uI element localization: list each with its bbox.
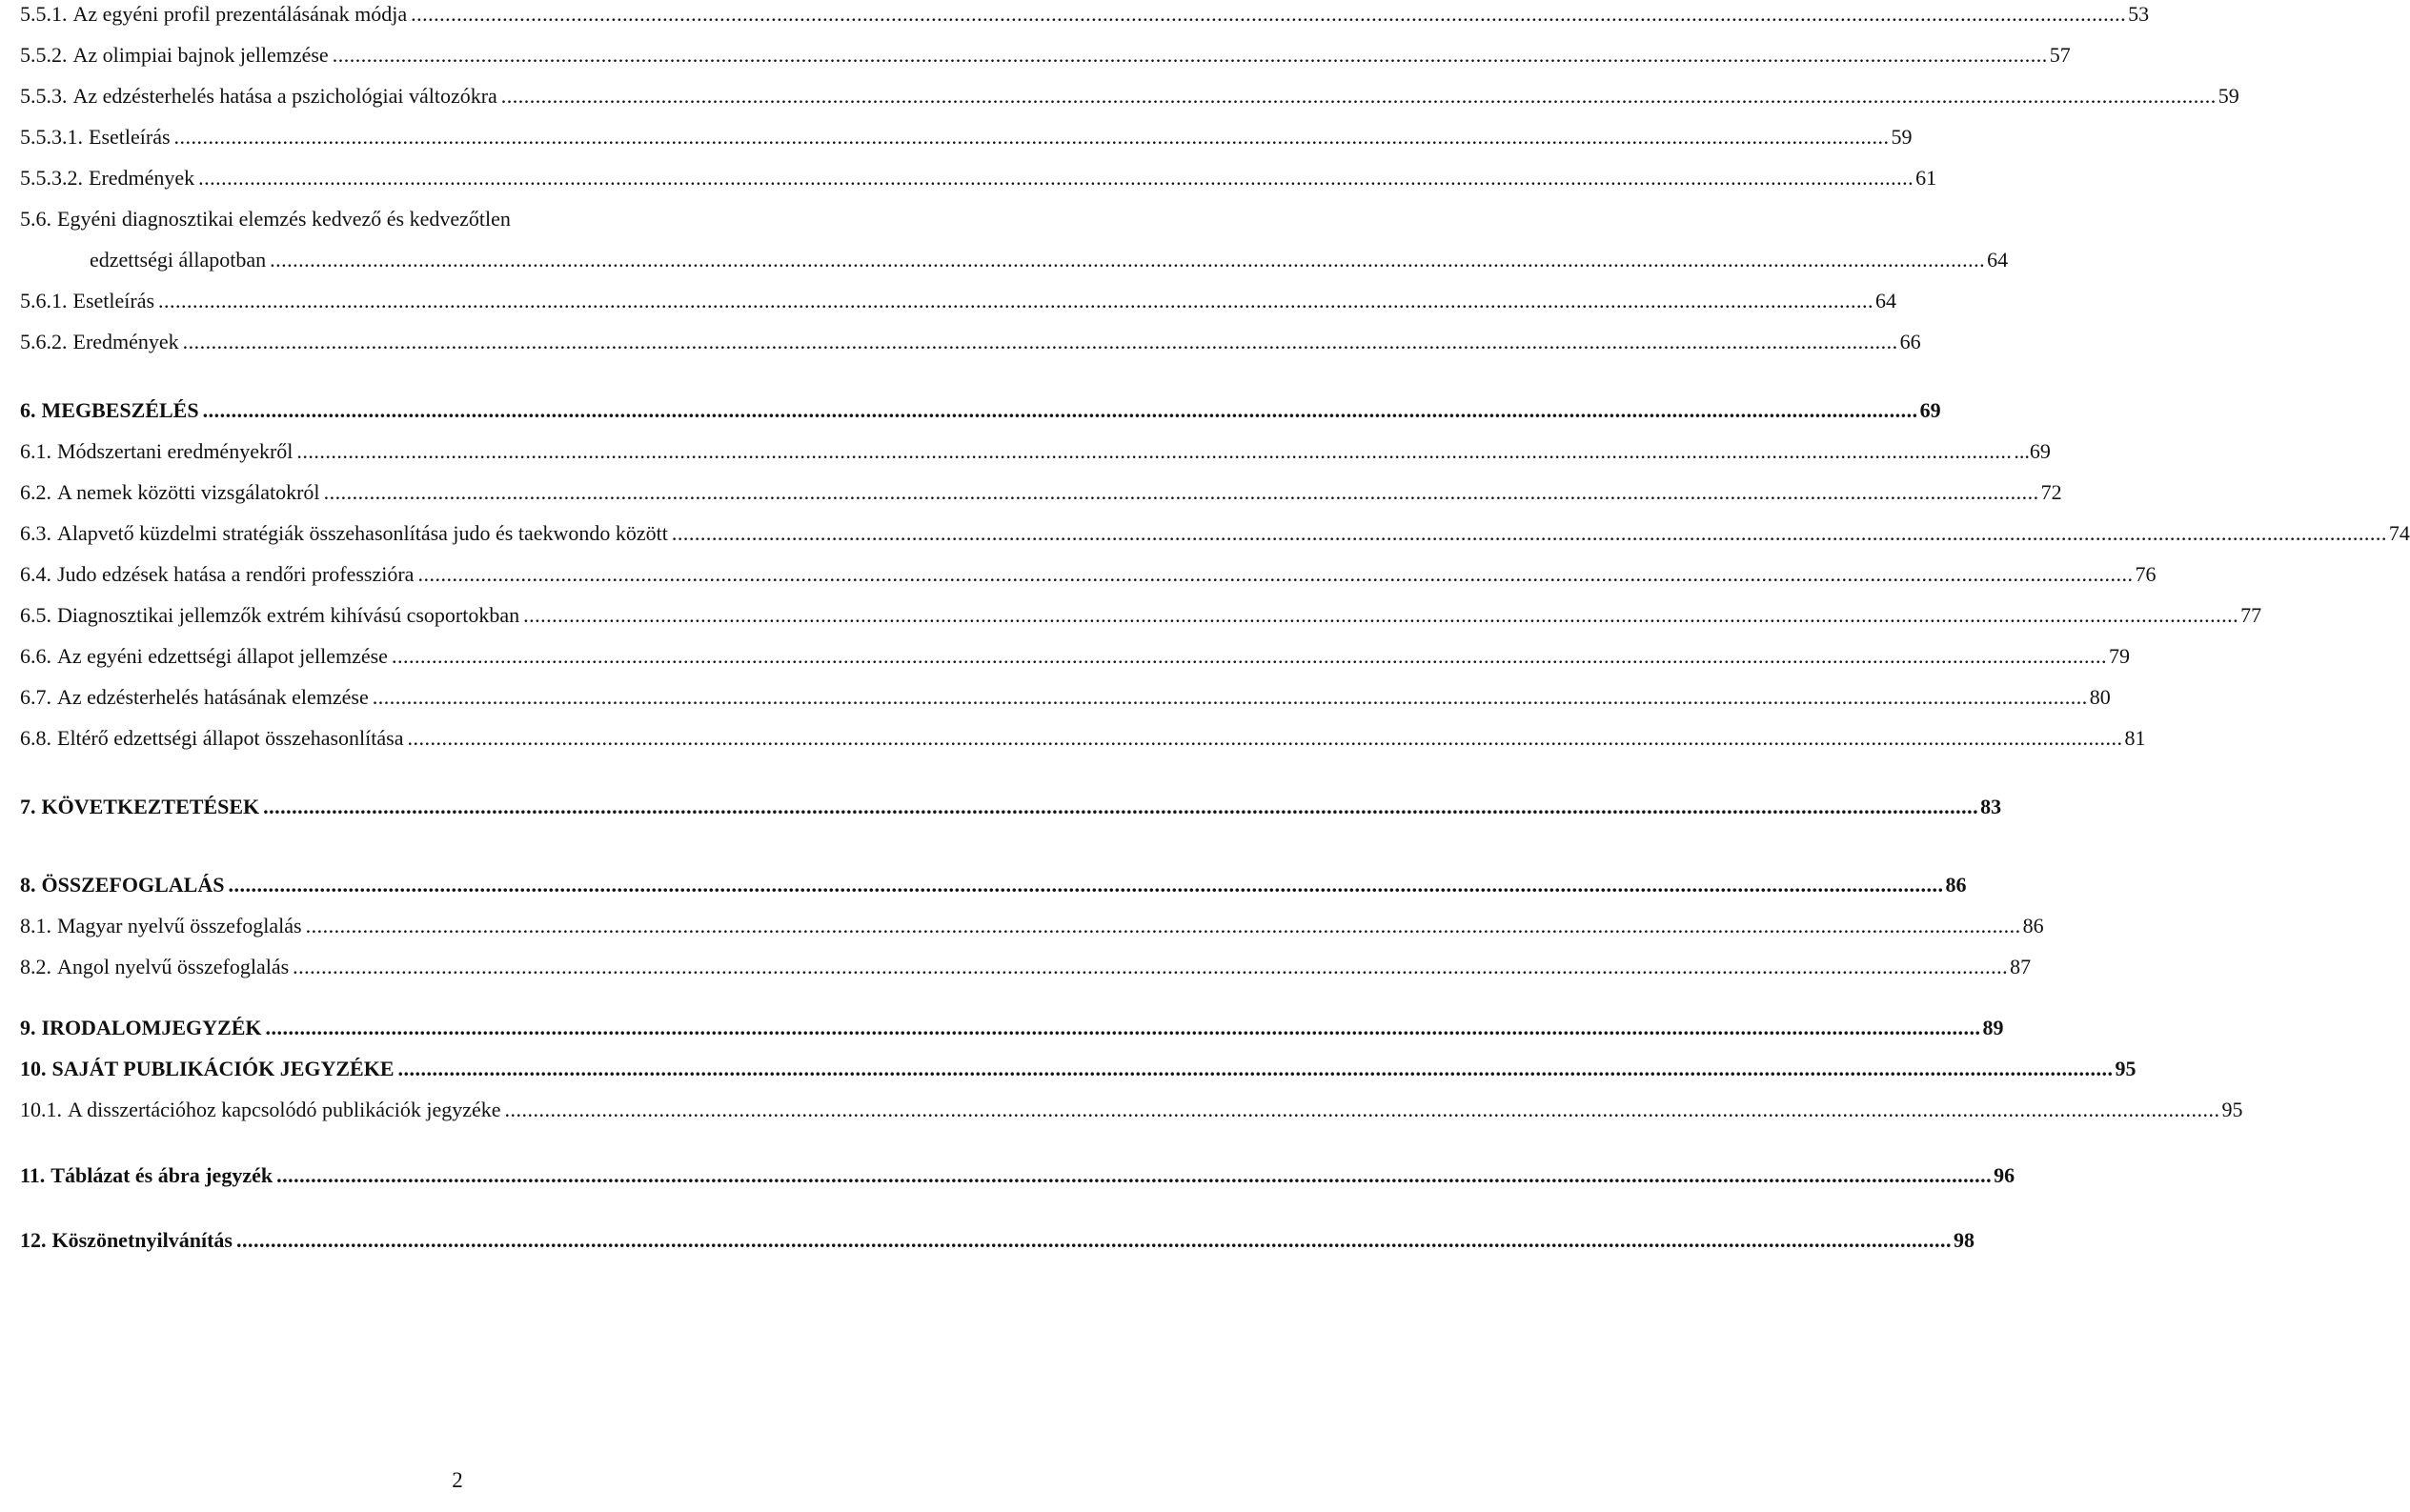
toc-entry-number: 10.1. [20, 1098, 62, 1121]
toc-dot-leader: ............................................................................................................................................................................................................................................................................................................ [417, 562, 2134, 586]
toc-dot-leader: ............................................................................................................................................................................................................................................................................................................ [397, 1057, 2114, 1080]
toc-dot-leader: ............................................................................................................................................................................................................................................................................................................ [411, 2, 2127, 26]
toc-entry-page: 81 [2124, 726, 2146, 750]
toc-entry-title: Magyar nyelvű összefoglalás [57, 914, 302, 937]
toc-entry-number: 8.2. [20, 955, 51, 978]
toc-entry-number: 9. [20, 1016, 36, 1039]
toc-entry[interactable] [20, 82, 2239, 111]
toc-entry-title: Az edzésterhelés hatása a pszichológiai változókra [72, 84, 497, 108]
toc-entry-title: Az edzésterhelés hatásának elemzése [57, 685, 369, 709]
toc-entry-title: Alapvető küzdelmi stratégiák összehasonlítása judo és taekwondo között [57, 521, 668, 545]
toc-entry-page: 87 [2010, 955, 2032, 978]
toc-entry-page: 64 [1875, 289, 1897, 312]
toc-dot-leader: ............................................................................................................................................................................................................................................................................................................ [173, 125, 1890, 149]
toc-entry-title: Esetleírás [89, 125, 171, 149]
toc-dot-leader: ............................................................................................................................................................................................................................................................................................................ [235, 1228, 1952, 1252]
toc-entry-number: 5.5.3.2. [20, 166, 83, 190]
toc-entry-title: Az egyéni profil prezentálásának módja [72, 2, 408, 26]
toc-chapter[interactable] [20, 871, 1967, 899]
toc-entry-number: 6.8. [20, 726, 51, 750]
toc-entry-title: Esetleírás [72, 289, 155, 312]
toc-entry[interactable] [20, 205, 904, 233]
toc-entry-title: Angol nyelvű összefoglalás [57, 955, 290, 978]
toc-entry-title: Egyéni diagnosztikai elemzés kedvező és kedvezőtlen [57, 207, 511, 231]
toc-dot-leader: ............................................................................................................................................................................................................................................................................................................ [270, 248, 1986, 272]
toc-entry[interactable] [20, 287, 1897, 315]
toc-entry[interactable] [20, 601, 2262, 630]
page-number: 2 [452, 1468, 463, 1492]
toc-entry-title: SAJÁT PUBLIKÁCIÓK JEGYZÉKE [51, 1057, 395, 1080]
toc-entry-title: edzettségi állapotban [90, 248, 267, 272]
toc-entry-page: 95 [2115, 1057, 2137, 1080]
toc-dot-leader: ............................................................................................................................................................................................................................................................................................................ [391, 644, 2107, 668]
toc-entry-page: 74 [2388, 521, 2410, 545]
toc-entry-number: 5.5.3. [20, 84, 68, 108]
toc-entry-title: Eltérő edzettségi állapot összehasonlítása [57, 726, 404, 750]
toc-dot-leader: ............................................................................................................................................................................................................................................................................................................ [265, 1016, 1981, 1039]
toc-entry-number: 5.5.2. [20, 43, 68, 67]
toc-entry[interactable] [20, 912, 2044, 940]
toc-entry-title: Módszertani eredményekről [57, 439, 294, 463]
toc-chapter[interactable] [20, 793, 2002, 821]
toc-entry-title: Az olimpiai bajnok jellemzése [72, 43, 329, 67]
toc-dot-leader: ............................................................................................................................................................................................................................................................................................................ [263, 795, 1979, 818]
toc-entry-number: 6.2. [20, 480, 51, 504]
toc-entry-page: 89 [1982, 1016, 2004, 1039]
toc-chapter[interactable] [20, 1161, 2015, 1190]
toc-entry-page: 79 [2108, 644, 2130, 668]
toc-entry-page: 86 [2022, 914, 2044, 937]
toc-entry[interactable] [20, 683, 2111, 712]
toc-entry-number: 12. [20, 1228, 47, 1252]
toc-entry[interactable] [20, 519, 2410, 548]
toc-dot-leader: ............................................................................................................................................................................................................................................................................................................ [293, 955, 2009, 978]
toc-entry[interactable] [20, 478, 2062, 507]
toc-entry-page: 86 [1945, 873, 1967, 897]
toc-entry-page: 72 [2040, 480, 2062, 504]
toc-entry[interactable] [20, 724, 2146, 753]
toc-entry-number: 6. [20, 398, 36, 422]
toc-entry-number: 11. [20, 1163, 46, 1187]
toc-chapter[interactable] [20, 1226, 1975, 1255]
toc-dot-leader: ............................................................................................................................................................................................................................................................................................................ [523, 603, 2239, 627]
toc-entry-title: Köszönetnyilvánítás [51, 1228, 233, 1252]
toc-entry-page: 59 [2218, 84, 2239, 108]
toc-entry-number: 6.7. [20, 685, 51, 709]
toc-entry-number: 7. [20, 795, 36, 818]
toc-entry-number: 6.4. [20, 562, 51, 586]
toc-chapter[interactable] [20, 1055, 2137, 1083]
toc-dot-leader: ............................................................................................................................................................................................................................................................................................................ [372, 685, 2088, 709]
toc-entry[interactable] [20, 328, 1921, 356]
toc-dot-leader: ............................................................................................................................................................................................................................................................................................................ [182, 330, 1898, 353]
toc-dot-leader: ............................................................................................................................................................................................................................................................................................................ [276, 1163, 1993, 1187]
toc-entry-title: KÖVETKEZTETÉSEK [41, 795, 260, 818]
toc-entry[interactable] [20, 642, 2130, 671]
toc-entry-title: Az egyéni edzettségi állapot jellemzése [57, 644, 388, 668]
toc-dot-leader: ............................................................................................................................................................................................................................................................................................................ [500, 84, 2217, 108]
toc-dot-leader: ............................................................................................................................................................................................................................................................................................................ [332, 43, 2048, 67]
toc-entry-page: 80 [2089, 685, 2111, 709]
toc-dot-leader: ............................................................................................................................................................................................................................................................................................................ [158, 289, 1874, 312]
toc-dot-leader: ............................................................................................................................................................................................................................................................................................................ [296, 439, 2013, 463]
toc-entry-number: 6.1. [20, 439, 51, 463]
toc-entry-number: 6.6. [20, 644, 51, 668]
toc-entry-title: Eredmények [89, 166, 195, 190]
toc-entry[interactable] [20, 953, 2032, 981]
toc-entry-title: A disszertációhoz kapcsolódó publikációk jegyzéke [68, 1098, 501, 1121]
toc-entry[interactable] [20, 123, 1913, 151]
toc-chapter[interactable] [20, 1014, 2004, 1042]
toc-entry-page: 59 [1891, 125, 1913, 149]
toc-entry[interactable] [20, 41, 2071, 70]
toc-entry-page: 66 [1899, 330, 1921, 353]
toc-dot-leader: ............................................................................................................................................................................................................................................................................................................ [198, 166, 1914, 190]
toc-entry[interactable] [20, 437, 2051, 466]
toc-entry-number: 6.5. [20, 603, 51, 627]
toc-dot-leader: ............................................................................................................................................................................................................................................................................................................ [202, 398, 1918, 422]
toc-entry-number: 6.3. [20, 521, 51, 545]
toc-entry[interactable] [20, 560, 2157, 589]
toc-chapter[interactable] [20, 396, 1941, 425]
toc-entry-page: 98 [1953, 1228, 1975, 1252]
toc-entry-page: 96 [1994, 1163, 2015, 1187]
toc-entry-page: 61 [1915, 166, 1937, 190]
toc-entry-title: Táblázat és ábra jegyzék [51, 1163, 273, 1187]
toc-entry-number: 5.6.1. [20, 289, 68, 312]
toc-entry-page: 53 [2128, 2, 2150, 26]
toc-entry-page: 83 [1980, 795, 2002, 818]
toc-dot-leader: ............................................................................................................................................................................................................................................................................................................ [504, 1098, 2220, 1121]
toc-entry-page: 64 [1987, 248, 2009, 272]
toc-entry-number: 8.1. [20, 914, 51, 937]
toc-entry-number: 5.6.2. [20, 330, 68, 353]
toc-entry-title: MEGBESZÉLÉS [41, 398, 199, 422]
toc-dot-leader: ............................................................................................................................................................................................................................................................................................................ [305, 914, 2021, 937]
toc-entry[interactable] [20, 164, 1937, 192]
toc-entry-page: 57 [2049, 43, 2071, 67]
toc-entry-title: Eredmények [72, 330, 179, 353]
toc-entry-title: IRODALOMJEGYZÉK [41, 1016, 262, 1039]
toc-entry-number: 5.5.1. [20, 2, 68, 26]
toc-dot-leader: ............................................................................................................................................................................................................................................................................................................ [228, 873, 1944, 897]
toc-entry-title: Diagnosztikai jellemzők extrém kihívású csoportokban [57, 603, 520, 627]
toc-entry-number: 10. [20, 1057, 47, 1080]
toc-entry-page: 95 [2221, 1098, 2243, 1121]
toc-entry-page: 77 [2240, 603, 2262, 627]
toc-entry[interactable] [20, 1096, 2243, 1124]
toc-entry-number: 5.6. [20, 207, 51, 231]
toc-entry-page: 76 [2135, 562, 2157, 586]
toc-entry-continuation[interactable] [90, 246, 2009, 274]
toc-entry-page-suffix: ...69 [2014, 439, 2051, 463]
toc-entry[interactable] [20, 0, 2150, 29]
toc-entry-title: Judo edzések hatása a rendőri professzióra [57, 562, 415, 586]
toc-entry-number: 5.5.3.1. [20, 125, 83, 149]
toc-dot-leader: ............................................................................................................................................................................................................................................................................................................ [323, 480, 2039, 504]
toc-entry-number: 8. [20, 873, 36, 897]
toc-dot-leader: ............................................................................................................................................................................................................................................................................................................ [407, 726, 2123, 750]
toc-entry-page: 69 [1919, 398, 1941, 422]
toc-entry-title: A nemek közötti vizsgálatokról [57, 480, 320, 504]
toc-dot-leader: ............................................................................................................................................................................................................................................................................................................ [671, 521, 2387, 545]
toc-entry-title: ÖSSZEFOGLALÁS [41, 873, 225, 897]
